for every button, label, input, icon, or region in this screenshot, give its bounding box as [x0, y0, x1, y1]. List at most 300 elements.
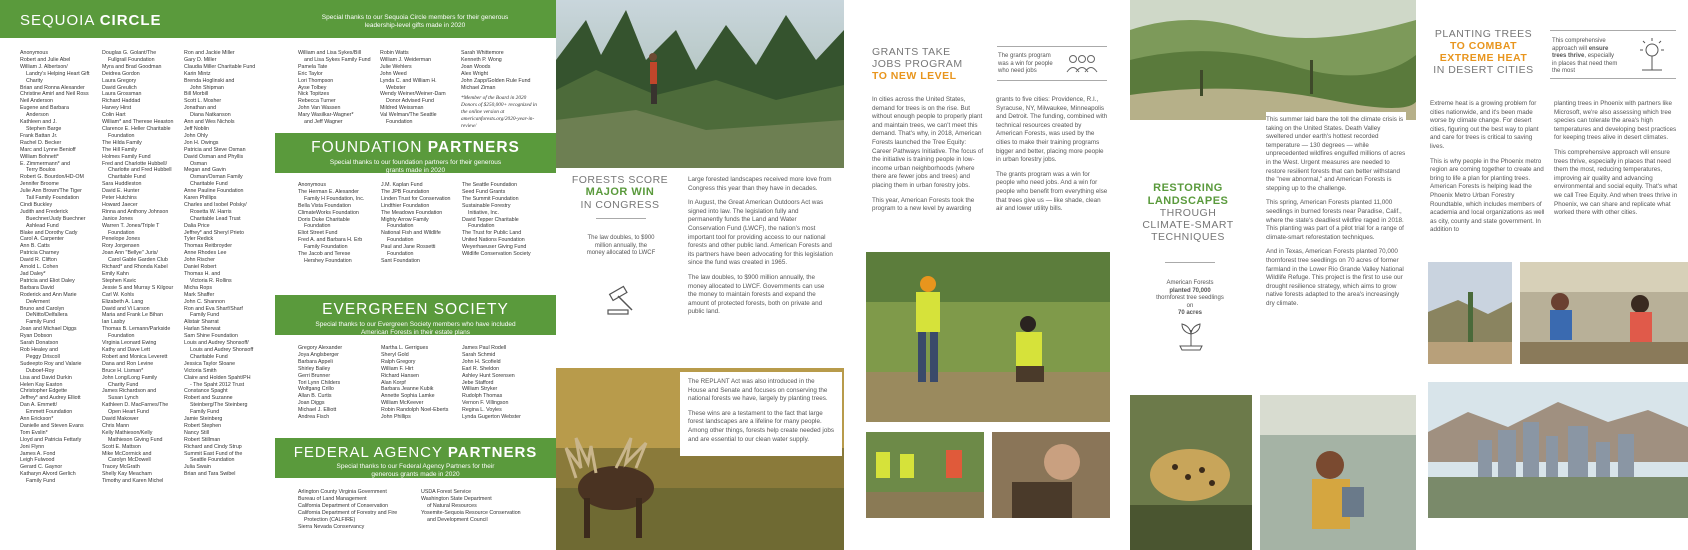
donor-name: Eric Taylor — [298, 70, 323, 77]
donor-name: Sant Foundation — [381, 257, 420, 264]
foundation-subtitle: Special thanks to our foundation partners for their generous grants made in 2020 — [329, 159, 502, 174]
donor-name: Maria and Frank Le Bihan — [102, 312, 163, 319]
donor-name: Victoria R. Rollins — [190, 277, 232, 284]
grants-callout: The grants program was a win for people who need jobs — [998, 53, 1053, 75]
donor-name: Ann and Wes Nichols — [184, 119, 235, 126]
donor-name: Foundation — [387, 223, 414, 230]
donor-name: Anonymous — [298, 182, 326, 188]
donor-name: Susan Lynch — [108, 395, 139, 402]
donor-name: David Makower — [102, 416, 139, 423]
sequoia-title: SEQUOIA CIRCLE — [20, 12, 162, 29]
donor-name: and Jeff Wagner — [304, 119, 343, 126]
donor-name: Foundation — [108, 333, 135, 340]
planting-body-left: Extreme heat is a growing problem for cities nationwide, and it's been made worse by climate change. For desert cities, figuring out the best way to plant and care for trees is critical to saving lives. This is why people in the Phoenix metro region are coming together to create and bring to life a plan for planting trees. American Forests is helping lead the Phoenix Metro Urban Forestry Roundtable, which includes members of academia and local organizations as well as city, county and state government. In addition to — [1430, 100, 1545, 234]
donor-name: William F. Hirt — [381, 365, 414, 372]
donor-name: Stephen Barge — [26, 125, 62, 132]
donor-name: Harlan Sherwat — [184, 326, 221, 333]
donor-name: Barbara Appeli — [298, 358, 333, 365]
donor-name: Osman/Osman Family — [190, 174, 243, 181]
donor-name: Duboef-Roy — [26, 367, 55, 374]
desert-saguaro-graphic — [1428, 262, 1512, 364]
donor-name: Charlotte and Fred Hubbell — [108, 167, 172, 174]
donor-name: Patricia and Eliot Daley — [20, 277, 75, 284]
donor-name: Mighty Arrow Family — [381, 216, 429, 223]
gavel-icon — [604, 282, 640, 318]
donor-name: Jonathan and — [184, 105, 217, 112]
donor-name: Foundation — [468, 223, 495, 230]
donor-name: William* and Therese Heaston — [102, 119, 174, 126]
donor-name: Family Foundation — [304, 244, 348, 251]
donor-name: Chris Mann — [102, 422, 130, 429]
donor-name: Ashlead Fund — [26, 222, 59, 229]
donor-name: Warren T. Jones/Triple T — [102, 222, 160, 229]
donor-name: Tail Family Foundation — [26, 195, 79, 202]
donor-name: Patricia Charney — [20, 250, 60, 257]
donor-name: The Summit Foundation — [462, 195, 519, 202]
donor-name: Joni Flynn — [20, 443, 45, 450]
donor-name: Rinna and Anthony Johnson — [102, 208, 169, 215]
donor-name: Fullgrail Foundation — [108, 56, 155, 63]
workers-image-2 — [866, 432, 984, 518]
grants-rule-top — [997, 46, 1107, 47]
donor-name: Daniel Robert — [184, 264, 217, 271]
donor-name: Tyler Redick — [184, 236, 214, 243]
donor-name: Charity — [26, 77, 43, 84]
donor-name: Doris Duke Charitable — [298, 216, 350, 223]
donor-name: Brian and Tara Swibel — [184, 471, 236, 478]
donor-name: Louis and Audrey Shonsoff — [190, 346, 254, 353]
donor-name: Donor Advised Fund — [386, 98, 434, 105]
donor-name: Jon H. Owings — [184, 139, 219, 146]
workers-graphic — [866, 252, 1110, 422]
donor-name: Mike McCormick and — [102, 450, 152, 457]
workers-graphic-3 — [992, 432, 1110, 518]
donor-name: Annette Sophia Lamke — [381, 393, 435, 400]
donor-name: Timothy and Karen Michel — [102, 478, 164, 485]
donor-name: William and Lisa Sykes/Bill — [298, 50, 361, 56]
donor-name: Constance Spaght — [184, 388, 228, 395]
donor-name: Tracey McGrath — [102, 464, 140, 471]
donor-name: David Tepper Charitable — [462, 216, 519, 223]
donor-name: William Bohnett* — [20, 153, 59, 160]
donor-name: Nancy Still — [184, 429, 210, 436]
donor-name: Judith and Frederick — [20, 208, 68, 215]
donor-name: Anne Pauline Foundation — [184, 188, 244, 195]
donor-name: The Herman E. Alexander — [298, 188, 359, 195]
forests-score-caption: The law doubles, to $900 million annually, the money allocated to LWCF — [586, 235, 656, 257]
donor-name: Ann B. Catts — [20, 243, 50, 250]
forests-score-title: FORESTS SCORE MAJOR WIN IN CONGRESS — [571, 174, 669, 211]
donor-name: Gerri Brunner — [298, 372, 331, 379]
donor-name: Lynda Gugerton Webster — [462, 414, 521, 421]
donor-name: Bill Morbill — [184, 91, 209, 98]
grants-body-left: In cities across the United States, demand for trees is on the rise. But without enough people to properly plant and maintain trees, we can't meet this demand. That's why, in 2018, American Forests launched the Tree Equity: Career Pathways Initiative. The focus of the initiative is training people in low-income urban neighborhoods (where there are fewer jobs and trees) and placing them in urban forestry jobs. This year, American Forests took the program to a new level by awarding — [872, 96, 984, 213]
workers-image — [866, 252, 1110, 422]
foundation-col-2 — [381, 182, 461, 265]
child-tablet-graphic — [1260, 395, 1416, 550]
sequoia-col-2 — [102, 50, 182, 485]
donor-name: Jamie Steinberg — [184, 416, 223, 423]
evergreen-header — [275, 295, 556, 335]
donor-name: Lisa and David Durkin — [20, 374, 72, 381]
donor-name: Anne Rhodes Lee — [184, 250, 227, 257]
donor-name: Stephen Kavic — [102, 277, 137, 284]
donor-name: Martha L. Gerrigues — [381, 345, 429, 351]
donor-name: Colin Hart — [102, 112, 126, 119]
donor-name: Penelope Jones — [102, 236, 140, 243]
donor-name: Pamela Tate — [298, 63, 328, 70]
donor-name: Lindthier Foundation — [381, 202, 430, 209]
donor-name: Vernon F. Villingson — [462, 400, 509, 407]
donor-name: Joya Anglsberger — [298, 351, 339, 358]
tree-sun-icon — [1632, 36, 1672, 72]
donor-name: Ryan Dobson — [20, 333, 53, 340]
hiker-forest-image — [556, 0, 844, 168]
donor-name: Kathleen and J. — [20, 119, 57, 126]
donor-name: Foundation — [387, 237, 414, 244]
donor-name: Peter Hutchins — [102, 195, 137, 202]
donor-name: Helen Kay Easton — [20, 381, 63, 388]
donor-name: Ann Erickson* — [20, 416, 54, 423]
donor-name: Family Fund — [190, 312, 220, 319]
donor-name: The Jacob and Terese — [298, 251, 351, 258]
phoenix-skyline-image — [1428, 382, 1688, 518]
donor-name: Julia Swain — [184, 464, 211, 471]
donor-name: Diana Natkanson — [190, 112, 231, 119]
donor-name: Bruce H. Lisman* — [102, 367, 144, 374]
donor-name: Ron and Eva Sharf/Sharf — [184, 305, 243, 312]
donor-name: Douglas G. Golant/The — [102, 50, 157, 56]
grants-title: GRANTS TAKE JOBS PROGRAM TO NEW LEVEL — [872, 46, 963, 83]
donor-name: Ron and Jackie Miller — [184, 50, 235, 56]
donor-name: Osman — [190, 160, 208, 167]
donor-name: Victoria Smith — [184, 367, 217, 374]
donor-name: Open Heart Fund — [108, 409, 149, 416]
donor-name: Laura Gregory — [102, 77, 137, 84]
planting-callout: This comprehensive approach will ensure trees thrive, especially in places that need them the most — [1552, 38, 1618, 75]
donor-name: Richard Hansen — [381, 372, 419, 379]
donor-name: John Long/Long Family — [102, 374, 158, 381]
donor-name: Barbara Jeanne Kubik — [381, 386, 434, 393]
donor-name: Washington State Department — [421, 495, 492, 502]
desert-saguaro-image — [1428, 262, 1512, 364]
donor-name: United Nations Foundation — [462, 237, 525, 244]
donor-name: Michael Ziman — [461, 84, 496, 91]
donor-name: Carol Gable Garden Club — [108, 257, 168, 264]
donor-name: Charity Fund — [108, 381, 139, 388]
workers-image-3 — [992, 432, 1110, 518]
evergreen-col-3 — [462, 345, 542, 421]
volunteers-planting-graphic — [1520, 262, 1688, 364]
donor-name: William J. Albertson/ — [20, 63, 68, 70]
donor-name: James Richardson and — [102, 388, 157, 395]
donor-name: William J. Weiderman — [380, 56, 432, 63]
foundation-col-1 — [298, 182, 378, 265]
donor-name: Rory Jorgensen — [102, 243, 140, 250]
sequoia-col-4 — [298, 50, 376, 126]
sequoia-col-1 — [20, 50, 100, 485]
donor-name: Alex Wright — [461, 70, 488, 77]
sequoia-col-3 — [184, 50, 266, 478]
donor-name: Jeffrey* and Audrey Elliott — [20, 395, 81, 402]
evergreen-title: EVERGREEN SOCIETY — [322, 301, 509, 318]
foundation-title: FOUNDATION PARTNERS — [311, 139, 520, 156]
donor-name: Frank Battan Jr. — [20, 132, 58, 139]
federal-header — [275, 438, 556, 478]
donor-name: Mathieson Giving Fund — [108, 436, 163, 443]
donor-name: Janice Jones — [102, 215, 133, 222]
donor-name: Rachel D. Becker — [20, 139, 62, 146]
planting-panel — [1424, 0, 1688, 550]
donor-name: Virginia Leonard Ewing — [102, 340, 157, 347]
donor-name: David R. Clifton — [20, 257, 57, 264]
sequoia-col-6 — [461, 50, 541, 91]
donor-name: Joan Ann "Bellye" Juris/ — [102, 250, 158, 257]
donor-name: Sarah Schmid — [462, 351, 496, 358]
donor-name: Joan Diggs — [298, 400, 325, 407]
donor-name: Harvey Hirst — [102, 105, 132, 112]
donor-name: The Seattle Foundation — [462, 182, 518, 188]
donor-name: Fred A. and Barbara H. Erb — [298, 237, 363, 244]
forests-score-rule — [596, 218, 646, 219]
workers-graphic-2 — [866, 432, 984, 518]
donor-name: John Ohly — [184, 132, 208, 139]
donor-name: David and Vi Larson — [102, 305, 150, 312]
donor-name: Fred and Charlotte Hubbell/ — [102, 160, 168, 167]
grants-rule-bottom — [997, 80, 1107, 81]
donor-name: Richard* and Rhonda Kabel — [102, 264, 168, 271]
donor-name: Terry Boulos — [26, 167, 56, 174]
donor-name: Claudia Miller Charitable Fund — [184, 63, 256, 70]
donor-name: Ian Lasby — [102, 319, 125, 326]
donor-name: Foundation — [387, 251, 414, 258]
donor-name: Barbara David — [20, 284, 54, 291]
donor-name: Jebe Stafford — [462, 379, 494, 386]
donor-name: Gregory Alexander — [298, 345, 343, 351]
evergreen-col-1 — [298, 345, 378, 421]
donor-name: California Department of Forestry and Fire — [298, 509, 398, 516]
donor-name: Sara Huddleston — [102, 181, 142, 188]
donor-name: and Development Council — [427, 516, 488, 523]
donor-name: National Fish and Wildlife — [381, 230, 441, 237]
donor-name: Lynda C. and William H. — [380, 77, 437, 84]
donor-name: J.M. Kaplan Fund — [381, 182, 423, 188]
donor-name: Cindi Buckley — [20, 201, 53, 208]
donor-name: and Lisa Sykes Family Fund — [304, 56, 371, 63]
donor-name: Dan A. Emmett/ — [20, 402, 58, 409]
donor-name: Richard Haddad — [102, 98, 141, 105]
donor-name: Ayse Tolbey — [298, 84, 327, 91]
donor-name: Rosetta W. Harris — [190, 208, 232, 215]
donor-name: Karin Mintz — [184, 70, 211, 77]
landscape-graphic — [1130, 0, 1416, 120]
donor-name: Seed Fund Grants — [462, 188, 506, 195]
donor-name: - The Spaht 2012 Trust — [190, 381, 245, 388]
donor-name: Mark Shaffer — [184, 291, 215, 298]
donor-name: Megan and Gavin — [184, 167, 226, 174]
donor-name: California Department of Conservation — [298, 502, 389, 509]
donor-name: Rudolph Thomas — [462, 393, 503, 400]
donor-name: Ashley Hunt Sorensen — [462, 372, 515, 379]
donor-name: Family H Foundation, Inc. — [304, 195, 365, 202]
donor-name: John Rischer — [184, 257, 215, 264]
donor-name: Emily Kahn — [102, 271, 129, 277]
donor-name: Blake and Dorothy Cady — [20, 229, 78, 236]
donor-name: Sudeepto Roy and Valarie — [20, 360, 82, 367]
donor-name: Family Fund — [26, 478, 56, 485]
donor-name: Roderick and Ann Marie — [20, 291, 77, 298]
donor-name: John Van Wassen — [298, 105, 341, 112]
donor-name: Gary D. Miller — [184, 56, 217, 63]
donor-name: William McKeever — [381, 400, 424, 407]
donor-name: Mildred Weissman — [380, 105, 424, 112]
donor-name: Marc and Lynne Benioff — [20, 146, 76, 153]
federal-col-2 — [421, 489, 541, 524]
donor-name: The Meadows Foundation — [381, 209, 443, 216]
sequoia-subtitle: Special thanks to our Sequoia Circle members for their generous leadership-level gifts made in 2020 — [321, 14, 509, 29]
donor-name: Yosemite-Sequoia Resource Conservation — [421, 509, 521, 516]
sequoia-note: *Member of the Board in 2020 Donors of $250,000+ recognized in the online version at americanforests.org/2020-year-in-review/ — [461, 95, 537, 129]
donor-name: John C. Shannon — [184, 298, 225, 305]
donor-name: Ralph Gregory — [381, 358, 416, 365]
donor-name: Christopher Edgette — [20, 388, 68, 395]
donor-name: Arnold L. Cohen — [20, 264, 59, 271]
donor-name: Richard and Cindy Strup — [184, 443, 242, 450]
donor-name: Initiative, Inc. — [468, 209, 499, 216]
donor-name: Joan and Michael Diggs — [20, 326, 77, 333]
planting-title: PLANTING TREES TO COMBAT EXTREME HEAT IN DESERT CITIES — [1433, 28, 1534, 77]
donor-name: Regina L. Voyles — [462, 407, 502, 414]
donor-name: Foundation — [108, 132, 135, 139]
restoring-callout: American Forests planted 70,000 thornforest tree seedlings on 70 acres — [1156, 280, 1224, 317]
donor-name: Mary Wasilkar-Wagner* — [298, 112, 354, 119]
foundation-col-3 — [462, 182, 542, 258]
donor-name: Jeffrey* and Sheryl Prieto — [184, 229, 244, 236]
donor-name: Robert G. Bourdon/HD-OM — [20, 174, 84, 181]
people-icon — [1064, 52, 1100, 76]
donor-name: Jessie S and Murray S Kilgour — [102, 284, 174, 291]
donor-name: Robert Stillman — [184, 436, 221, 443]
donor-name: Charitable Fund — [190, 181, 228, 188]
donor-name: The Hill Family — [102, 146, 138, 153]
donor-name: DeArment — [26, 298, 50, 305]
donors-panel — [0, 0, 556, 550]
donor-name: Robin Watts — [380, 50, 409, 56]
donor-name: Tom Evslin* — [20, 429, 48, 436]
restoring-panel — [1130, 0, 1416, 550]
planting-rule-top — [1550, 30, 1676, 31]
donor-name: Wildlife Conservation Society — [462, 251, 531, 258]
donor-name: Robert and Monica Leverett — [102, 353, 168, 360]
donor-name: Steinberg/The Steinberg — [190, 402, 248, 409]
donor-name: Sustainable Forestry — [462, 202, 511, 209]
donor-name: Peggy Driscoll — [26, 353, 60, 360]
donor-name: Eliot Street Fund — [298, 230, 338, 237]
donor-name: Robert Stephen — [184, 422, 222, 429]
donor-name: John Weed — [380, 70, 407, 77]
donor-name: Charitable Fund — [108, 174, 146, 181]
donor-name: Sam Shine Foundation — [184, 333, 238, 340]
donor-name: Tori Lynn Childers — [298, 379, 341, 386]
donor-name: Dana and Ron Levine — [102, 360, 154, 367]
donor-name: USDA Forest Service — [421, 489, 472, 495]
donor-name: Karen Phillips — [184, 195, 217, 202]
donor-name: Joan Woods — [461, 63, 491, 70]
donor-name: Webster — [386, 84, 406, 91]
donor-name: David Osman and Phyllis — [184, 153, 244, 160]
donor-name: Foundation — [108, 229, 135, 236]
donor-name: James A. Fond — [20, 450, 56, 457]
forests-score-body-2: The REPLANT Act was also introduced in the House and Senate and focuses on conserving the national forests we have, largely by planting trees. These wins are a testament to the fact that large forest landscapes are a lifeline for many people. Among other things, forests help create needed jobs and are essential to our clean water supply. — [680, 372, 842, 456]
donor-name: Lloyd and Patricia Fettarly — [20, 436, 82, 443]
donor-name: Sheryl Gold — [381, 351, 409, 358]
donor-name: Elizabeth A. Lang — [102, 298, 144, 305]
donor-name: Brian and Ronna Alexander — [20, 84, 85, 91]
donor-name: Michael J. Elliott — [298, 407, 337, 414]
donor-name: David E. Hunter — [102, 188, 140, 195]
federal-title: FEDERAL AGENCY PARTNERS — [293, 444, 538, 461]
donor-name: Thomas Reitbroyder — [184, 243, 232, 250]
donor-name: Linden Trust for Conservation — [381, 195, 451, 202]
donor-name: Gerard C. Gaynor — [20, 464, 63, 471]
child-tablet-image — [1260, 395, 1416, 550]
donor-name: Summit East Fund of the — [184, 450, 243, 457]
restoring-body: This summer laid bare the toll the climate crisis is taking on the United States. Death Valley sweltered under earth's hottest recorded temperature — 130 degrees — while unprecedented wildfires engulfed millions of acres in the West. Urgent measures are needed to restore resilient forests that can better withstand the "new abnormal," and American Forests is stepping up to the challenge. This spring, American Forests planted 11,000 seedlings in burned forests near Paradise, Calif., where the state's deadliest wildfire raged in 2018. This planting was part of a pilot trial for a range of climate-smart reforestation techniques. And in Texas, American Forests planted 70,000 thornforest tree seedlings on 70 acres of former farmland in the Lower Rio Grande Valley National Wildlife Refuge. This project is the first to use our drought resilience strategy, which aims to grow native forests adapted to the area's increasingly dry climate. — [1266, 112, 1406, 314]
donor-name: Dalia Price — [184, 222, 210, 229]
grants-panel — [862, 0, 1112, 550]
donor-name: Kathy and Dave Lett — [102, 346, 150, 353]
donor-name: Leigh Fulwood — [20, 457, 55, 464]
donor-name: Shelly Kay Meacham — [102, 471, 152, 478]
sequoia-col-5 — [380, 50, 458, 126]
donor-name: Carol A. Carpenter — [20, 236, 64, 243]
federal-col-1 — [298, 489, 418, 530]
donor-name: Arlington County Virginia Government — [298, 489, 387, 495]
donor-name: James Paul Rodell — [462, 345, 507, 351]
forests-score-body: Large forested landscapes received more love from Congress this year than they have in decades. In August, the Great American Outdoors Act was signed into law. The legislation fully and permanently funds the Land and Water Conservation Fund (LWCF), the nation's most important tool for providing access to our national forests and other public land. American Forests and its partners have been advocating for this legislation since the fund was created in 1965. The law doubles, to $900 million annually, the money allocated to LWCF. Governments can use the money to maintain forests and expand the amount of protected forests, both on private and public land. — [688, 176, 833, 323]
evergreen-col-2 — [381, 345, 461, 421]
donor-name: Weyerhaeuser Giving Fund — [462, 244, 527, 251]
donor-name: John Zapp/Golden Rule Fund — [461, 77, 531, 84]
donor-name: E. Zimmermann* and — [20, 160, 71, 167]
donor-name: Foundation — [386, 119, 413, 126]
donor-name: Julie Ann Brown/The Tiger — [20, 188, 82, 195]
volunteers-planting-image — [1520, 262, 1688, 364]
donor-name: Scott E. Mattson — [102, 443, 141, 450]
donor-name: Alan Korpf — [381, 379, 406, 386]
donor-name: Robert and Julie Abel — [20, 56, 71, 63]
donor-name: Earl R. Sheldon — [462, 365, 500, 372]
donor-name: Deidrea Gordon — [102, 70, 140, 77]
donor-name: Charles and Isobel Polsky/ — [184, 201, 247, 208]
donor-name: Jennifer Broome — [20, 181, 59, 188]
donor-name: Thomas H. and — [184, 271, 221, 277]
donor-name: Katharyn Alvord Gerlich — [20, 471, 76, 478]
donor-name: Laura Grossman — [102, 91, 142, 98]
donor-name: Kathleen D. MacFarnes/The — [102, 402, 169, 409]
donor-name: Louis and Audrey Shonsoff/ — [184, 340, 249, 347]
donor-name: Holmes Family Fund — [102, 153, 151, 160]
federal-subtitle: Special thanks to our Federal Agency Partners for their generous grants made in 2020 — [336, 463, 495, 478]
donor-name: Howard Jaecer — [102, 201, 138, 208]
donor-name: Protection (CALFIRE) — [304, 516, 356, 523]
donor-name: Kenneth P. Wong — [461, 56, 502, 63]
donor-name: Robert and Suzanne — [184, 395, 233, 402]
donor-name: Brenda Hoglinski and — [184, 77, 235, 84]
donor-name: ClimateWorks Foundation — [298, 209, 359, 216]
donor-name: Bureau of Land Management — [298, 495, 367, 502]
donor-name: Jad Daley* — [20, 271, 46, 277]
